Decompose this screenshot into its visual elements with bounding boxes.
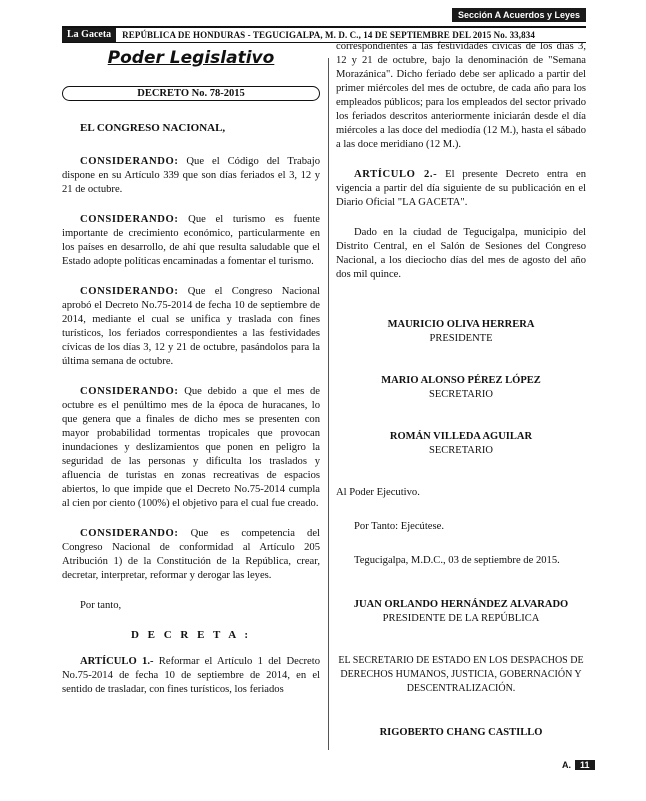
articulo-label: ARTÍCULO 2.- <box>354 169 438 180</box>
signature-name: RIGOBERTO CHANG CASTILLO <box>379 727 543 738</box>
articulo-label: ARTÍCULO 1.- <box>80 656 154 667</box>
secretario-estado: EL SECRETARIO DE ESTADO EN LOS DESPACHOS DE DERECHOS HUMANOS, JUSTICIA, GOBERNACIÓN Y DESCENTRALIZACIÓN. <box>338 655 584 694</box>
fecha: Tegucigalpa, M.D.C., 03 de septiembre de 2015. <box>354 555 560 566</box>
considerando-text: Que el turismo es fuente importante de crecimiento económico, particularmente en los países en desarrollo, de ahí que resulta saludable que el Estado adopte políticas encaminadas a fomentar el turismo. <box>62 214 320 267</box>
considerando-text: Que el Congreso Nacional aprobó el Decreto No.75-2014 de fecha 10 de septiembre de 2014, mediante el cual se unifica y traslada con fines turísticos, los feriados correspondientes a las festividades cívicas de los días 3, 12 y 21 de octubre, pasándolos para la última semana de octubre. <box>62 286 320 367</box>
page-header <box>62 8 586 42</box>
header-text: REPÚBLICA DE HONDURAS - TEGUCIGALPA, M. D. C., 14 DE SEPTIEMBRE DEL 2015 No. 33,834 <box>122 30 535 40</box>
signature-name: MAURICIO OLIVA HERRERA <box>387 319 535 330</box>
signature-title: PRESIDENTE <box>429 333 493 344</box>
right-column <box>336 40 586 740</box>
considerando-label: CONSIDERANDO: <box>80 156 179 167</box>
considerando-label: CONSIDERANDO: <box>80 386 179 397</box>
considerando-1 <box>62 155 320 197</box>
articulo-1 <box>62 655 320 697</box>
signature-title: PRESIDENTE DE LA REPÚBLICA <box>382 613 540 624</box>
articulo-2 <box>336 168 586 210</box>
page-footer <box>562 760 595 770</box>
considerando-label: CONSIDERANDO: <box>80 528 179 539</box>
decree-number: DECRETO No. 78-2015 <box>62 86 320 101</box>
considerando-label: CONSIDERANDO: <box>80 214 179 225</box>
considerando-text: Que el Código del Trabajo dispone en su Artículo 339 que son días feriados el 3, 12 y 21 de octubre. <box>62 156 320 195</box>
section-label: Sección A Acuerdos y Leyes <box>452 8 586 22</box>
por-tanto: Por tanto, <box>80 600 122 611</box>
signature-name: JUAN ORLANDO HERNÁNDEZ ALVARADO <box>353 599 569 610</box>
page-number: 11 <box>575 760 595 770</box>
considerando-4 <box>62 385 320 511</box>
signature-title: SECRETARIO <box>429 389 493 400</box>
decreta-heading: D E C R E T A : <box>130 629 252 641</box>
considerando-3 <box>62 285 320 369</box>
section-letter: A. <box>562 760 571 770</box>
al-poder-ejecutivo: Al Poder Ejecutivo. <box>336 487 420 498</box>
signature-name: MARIO ALONSO PÉREZ LÓPEZ <box>381 375 541 386</box>
articulo-1-continued: correspondientes a las festividades cívicas de los días 3, 12 y 21 de octubre, bajo la denominación de "Semana Morazánica". Dicho feriado debe ser aplicado a partir del primer miércoles del mes de octubre, de cada año para los empleados públicos; para los empleados del sector privado los feriados descritos anteriormente iniciarán desde el día miércoles a las doce del mediodía (12 M.), hasta el sábado a las doce meridiano (12 M.). <box>336 41 586 150</box>
considerando-text: Que debido a que el mes de octubre es el penúltimo mes de la época de huracanes, lo que genera que a finales de dicho mes se presenten con mayor probabilidad tormentas tropicales que provocan inundaciones y deslizamientos que ponen en peligro la seguridad de las personas y dificulta los traslados y afluencia de turistas en zonas recreativas de espacios abiertos, lo que impide que el Decreto No.75-2014 cumpla al cien por ciento (100%) el objetivo para el cual fue creado. <box>62 386 320 509</box>
signature-title: SECRETARIO <box>429 445 493 456</box>
signature-name: ROMÁN VILLEDA AGUILAR <box>389 431 533 442</box>
dado-paragraph: Dado en la ciudad de Tegucigalpa, municipio del Distrito Central, en el Salón de Sesiones del Congreso Nacional, a los dieciocho días del mes de agosto del año dos mil quince. <box>336 227 586 280</box>
ejecutese: Por Tanto: Ejecútese. <box>354 521 444 532</box>
considerando-2 <box>62 213 320 269</box>
considerando-label: CONSIDERANDO: <box>80 286 179 297</box>
section-title: Poder Legislativo <box>107 48 275 68</box>
congreso-heading: EL CONGRESO NACIONAL, <box>80 122 226 134</box>
articulo-text: El presente Decreto entra en vigencia a partir del día siguiente de su publicación en el Diario Oficial "LA GACETA". <box>336 169 586 208</box>
left-column <box>62 40 320 713</box>
gaceta-label: La Gaceta <box>62 28 116 42</box>
articulo-text: Reformar el Artículo 1 del Decreto No.75-2014 de fecha 10 de septiembre de 2014, en el sentido de trasladar, con fines turísticos, los feriados <box>62 656 320 695</box>
column-divider <box>328 58 329 750</box>
considerando-text: Que es competencia del Congreso Nacional de conformidad al Artículo 205 Atribución 1) de la Constitución de la República, crear, decretar, interpretar, reformar y derogar las leyes. <box>62 528 320 581</box>
considerando-5 <box>62 527 320 583</box>
